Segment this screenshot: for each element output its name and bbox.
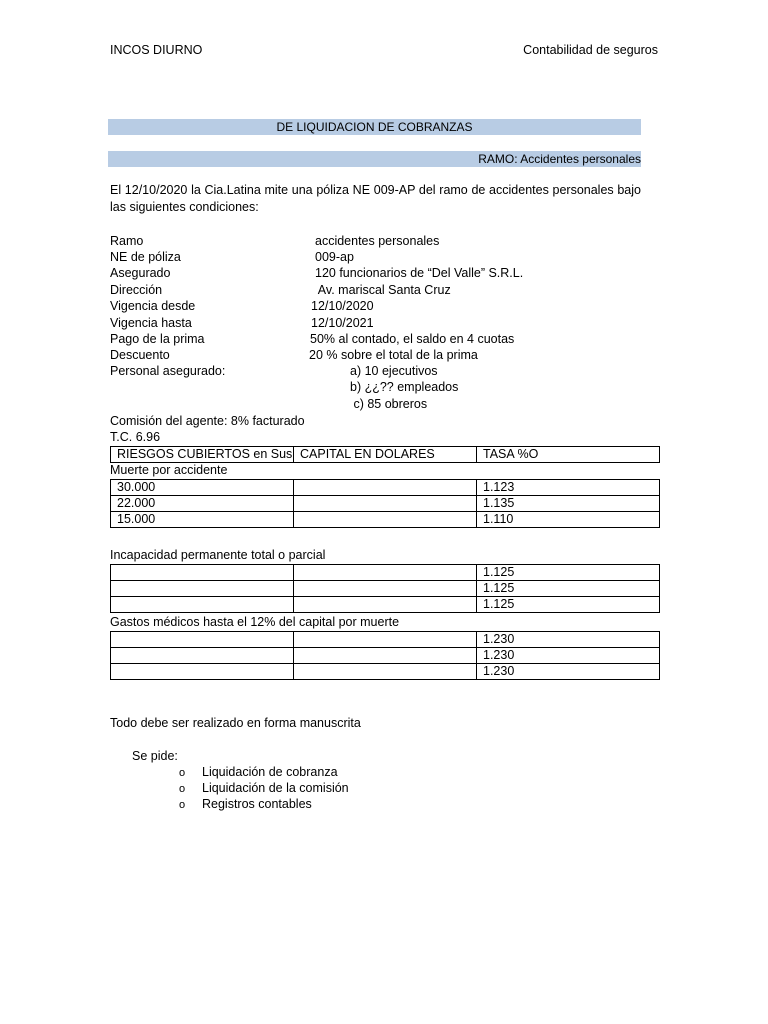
table-cell: 1.125 <box>477 597 660 613</box>
table-cell <box>111 581 294 597</box>
table-row <box>111 632 660 648</box>
personal-item: c) 85 obreros <box>350 397 428 411</box>
table-cell <box>111 664 294 680</box>
condition-label: Ramo <box>110 234 144 248</box>
table-cell <box>294 512 477 528</box>
table-row <box>111 581 660 597</box>
table-cell: 30.000 <box>111 480 294 496</box>
condition-label: Descuento <box>110 348 170 362</box>
table-row <box>111 565 660 581</box>
table-row <box>111 597 660 613</box>
list-item: Liquidación de cobranza <box>202 765 338 779</box>
commission-text: Comisión del agente: 8% facturado <box>110 414 305 428</box>
bullet-icon: o <box>179 783 186 795</box>
bullet-icon: o <box>179 767 186 779</box>
condition-value: 009-ap <box>315 250 354 264</box>
column-header: RIESGOS CUBIERTOS en Sus <box>111 447 294 463</box>
condition-value: 12/10/2020 <box>311 299 374 313</box>
intro-paragraph: El 12/10/2020 la Cia.Latina mite una póliza NE 009-AP del ramo de accidentes personales bajo las siguientes condiciones: <box>110 183 641 214</box>
risks-table-header <box>110 446 660 463</box>
table-row <box>111 480 660 496</box>
personal-item: b) ¿¿?? empleados <box>350 380 459 394</box>
section-title: Incapacidad permanente total o parcial <box>110 548 326 562</box>
table-cell: 1.110 <box>477 512 660 528</box>
table-row <box>111 648 660 664</box>
table-cell: 1.125 <box>477 565 660 581</box>
table-cell: 1.123 <box>477 480 660 496</box>
exchange-rate-text: T.C. 6.96 <box>110 430 161 444</box>
column-header: TASA %O <box>477 447 660 463</box>
table-cell: 1.230 <box>477 648 660 664</box>
table-cell <box>294 632 477 648</box>
bullet-icon: o <box>179 799 186 811</box>
section-table <box>110 564 660 613</box>
condition-label: Vigencia desde <box>110 299 196 313</box>
condition-value: 120 funcionarios de “Del Valle” S.R.L. <box>315 266 524 280</box>
table-cell <box>294 565 477 581</box>
section-title: Gastos médicos hasta el 12% del capital por muerte <box>110 615 400 629</box>
table-cell: 1.230 <box>477 632 660 648</box>
table-cell: 15.000 <box>111 512 294 528</box>
table-cell <box>111 632 294 648</box>
table-cell: 1.230 <box>477 664 660 680</box>
condition-label: Personal asegurado: <box>110 364 226 378</box>
table-cell <box>294 581 477 597</box>
table-cell <box>294 496 477 512</box>
condition-label: Asegurado <box>110 266 171 280</box>
table-row <box>111 496 660 512</box>
table-cell: 1.135 <box>477 496 660 512</box>
condition-label: Dirección <box>110 283 163 297</box>
title-band: DE LIQUIDACION DE COBRANZAS <box>108 119 641 135</box>
table-cell <box>294 648 477 664</box>
condition-value: accidentes personales <box>315 234 440 248</box>
table-header-row <box>111 447 660 463</box>
list-item: Registros contables <box>202 797 312 811</box>
ramo-band: RAMO: Accidentes personales <box>108 151 641 167</box>
table-cell <box>294 480 477 496</box>
section-table <box>110 631 660 680</box>
condition-value: 50% al contado, el saldo en 4 cuotas <box>310 332 515 346</box>
header-right: Contabilidad de seguros <box>523 43 658 57</box>
table-cell <box>294 597 477 613</box>
condition-value: Av. mariscal Santa Cruz <box>315 283 451 297</box>
condition-label: Pago de la prima <box>110 332 205 346</box>
table-cell <box>111 565 294 581</box>
header-left: INCOS DIURNO <box>110 43 203 57</box>
table-cell <box>111 597 294 613</box>
condition-value: 20 % sobre el total de la prima <box>309 348 478 362</box>
table-cell: 22.000 <box>111 496 294 512</box>
column-header: CAPITAL EN DOLARES <box>294 447 477 463</box>
personal-item: a) 10 ejecutivos <box>350 364 438 378</box>
list-item: Liquidación de la comisión <box>202 781 349 795</box>
requirements-heading: Se pide: <box>132 749 178 763</box>
section-title: Muerte por accidente <box>110 463 228 477</box>
table-cell: 1.125 <box>477 581 660 597</box>
condition-label: NE de póliza <box>110 250 181 264</box>
table-row <box>111 664 660 680</box>
table-cell <box>294 664 477 680</box>
table-cell <box>111 648 294 664</box>
condition-value: 12/10/2021 <box>311 316 374 330</box>
table-row <box>111 512 660 528</box>
condition-label: Vigencia hasta <box>110 316 192 330</box>
section-table <box>110 479 660 528</box>
instruction-note: Todo debe ser realizado en forma manuscrita <box>110 716 361 730</box>
